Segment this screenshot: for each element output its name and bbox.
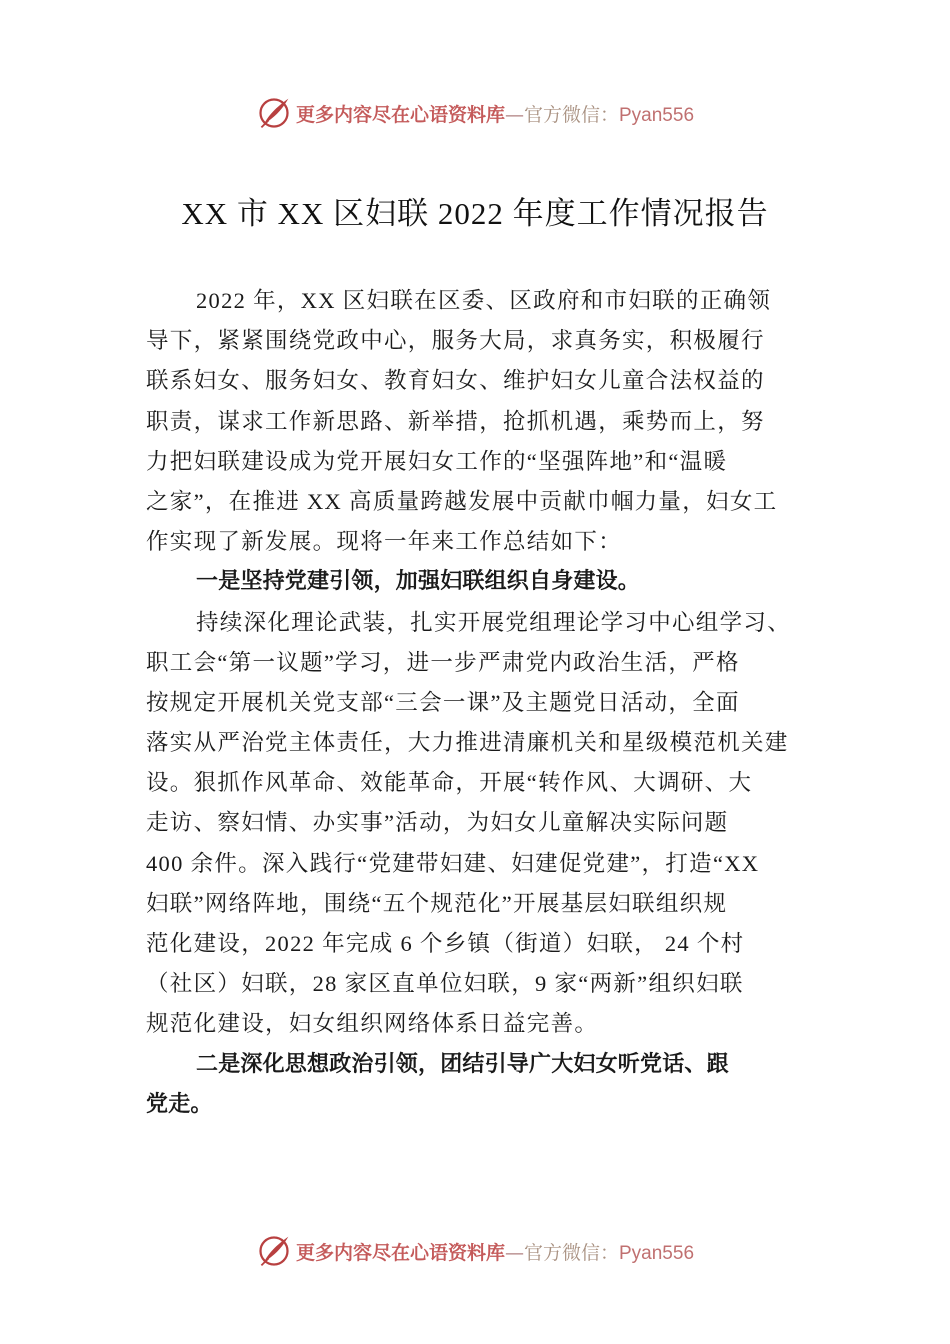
body-line: 落实从严治党主体责任，大力推进清廉机关和星级模范机关建 [146,730,789,756]
body-line: 力把妇联建设成为党开展妇女工作的“坚强阵地”和“温暖 [146,448,728,474]
feather-pen-logo-icon [256,95,292,131]
body-line: 导下，紧紧围绕党政中心，服务大局，求真务实，积极履行 [146,328,765,354]
banner-wechat-id: Pyan556 [619,1242,695,1264]
document-title: XX 市 XX 区妇联 2022 年度工作情况报告 [181,196,769,231]
body-line: 走访、察妇情、办实事”活动，为妇女儿童解决实际问题 [146,810,729,836]
banner-cn-text: 更多内容尽在心语资料库 [295,103,505,126]
body-line: 范化建设，2022 年完成 6 个乡镇（街道）妇联， 24 个村 [146,931,745,956]
body-line: 持续深化理论武装，扎实开展党组理论学习中心组学习、 [196,609,792,635]
document-body [146,281,822,1125]
body-line: 职工会“第一议题”学习，进一步严肃党内政治生活，严格 [146,649,740,675]
header-banner [0,93,950,133]
banner-wechat-label: 官方微信： [523,1241,619,1264]
feather-pen-logo-icon [256,1233,292,1269]
body-line: 按规定开展机关党支部“三会一课”及主题党日活动，全面 [146,689,740,715]
section-heading-2: 二是深化思想政治引领，团结引导广大妇女听党话、跟 [196,1051,729,1077]
banner-dash: — [504,1241,524,1264]
body-line: 妇联”网络阵地，围绕“五个规范化”开展基层妇联组织规 [146,890,728,916]
banner-cn-text: 更多内容尽在心语资料库 [295,1241,505,1264]
footer-banner [0,1231,950,1271]
body-line: 之家”，在推进 XX 高质量跨越发展中贡献巾帼力量，妇女工 [146,488,778,514]
body-line: 规范化建设，妇女组织网络体系日益完善。 [146,1011,599,1037]
section-heading-2-continued: 党走。 [146,1091,213,1117]
banner-text [296,1238,694,1265]
body-line: 联系妇女、服务妇女、教育妇女、维护妇女儿童合法权益的 [146,368,765,394]
banner-dash: — [504,103,524,126]
body-line: 2022 年，XX 区妇联在区委、区政府和市妇联的正确领 [196,288,772,313]
banner-wechat-label: 官方微信： [523,103,619,126]
banner-text [296,100,694,127]
body-line: 作实现了新发展。现将一年来工作总结如下： [146,529,623,555]
body-line: 职责，谋求工作新思路、新举措，抢抓机遇，乘势而上，努 [146,408,765,434]
banner-wechat-id: Pyan556 [619,104,695,126]
body-line: 400 余件。深入践行“党建带妇建、妇建促党建”，打造“XX [146,850,760,876]
section-heading-1: 一是坚持党建引领，加强妇联组织自身建设。 [196,569,641,595]
body-line: 设。狠抓作风革命、效能革命，开展“转作风、大调研、大 [146,770,753,796]
body-line: （社区）妇联，28 家区直单位妇联，9 家“两新”组织妇联 [146,971,744,997]
